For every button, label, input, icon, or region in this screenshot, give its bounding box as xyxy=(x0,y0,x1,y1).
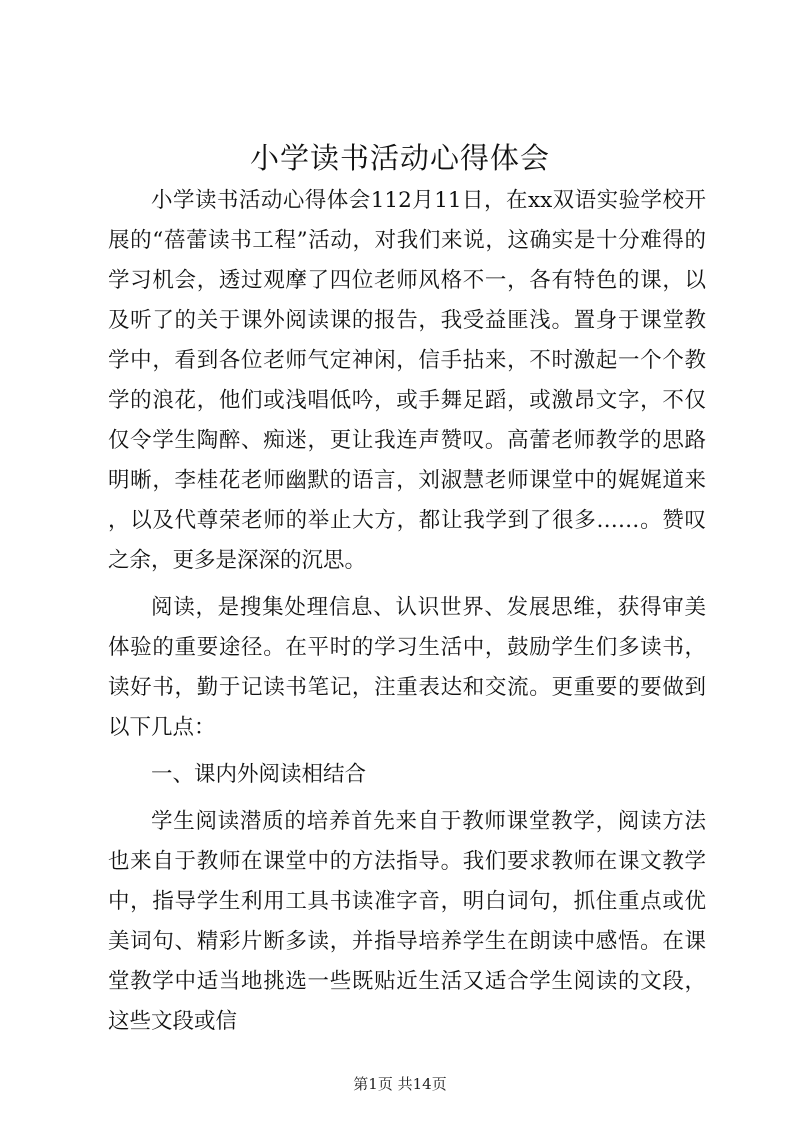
paragraph-3: 学生阅读潜质的培养首先来自于教师课堂教学，阅读方法也来自于教师在课堂中的方法指导。我们要求教师在课文教学中，指导学生利用工具书读准字音，明白词句，抓住重点或优美词句、精彩片断多读，并指导培养学生在朗读中感悟。在课堂教学中适当地挑选一些既贴近生活又适合学生阅读的文段，这些文段或信 xyxy=(108,809,706,1034)
document-title: 小学读书活动心得体会 xyxy=(249,141,550,175)
paragraph-1: 小学读书活动心得体会112月11日，在xx双语实验学校开展的“蓓蕾读书工程”活动，对我们来说，这确实是十分难得的学习机会，透过观摩了四位老师风格不一，各有特色的课，以及听了的关于课外阅读课的报告，我受益匪浅。置身于课堂教学中，看到各位老师气定神闲，信手拈来，不时激起一个个教学的浪花，他们或浅唱低吟，或手舞足蹈，或激昂文字，不仅仅令学生陶醉、痴迷，更让我连声赞叹。高蕾老师教学的思路明晰，李桂花老师幽默的语言，刘淑慧老师课堂中的娓娓道来，以及代尊荣老师的举止大方，都让我学到了很多……。赞叹之余，更多是深深的沉思。 xyxy=(108,188,706,573)
paragraph-2: 阅读，是搜集处理信息、认识世界、发展思维，获得审美体验的重要途径。在平时的学习生活中，鼓励学生们多读书，读好书，勤于记读书笔记，注重表达和交流。更重要的要做到以下几点： xyxy=(108,595,706,740)
section-heading: 一、课内外阅读相结合 xyxy=(151,762,367,787)
page-footer: 第1页 共14页 xyxy=(353,1075,447,1093)
document-body xyxy=(108,181,706,1049)
